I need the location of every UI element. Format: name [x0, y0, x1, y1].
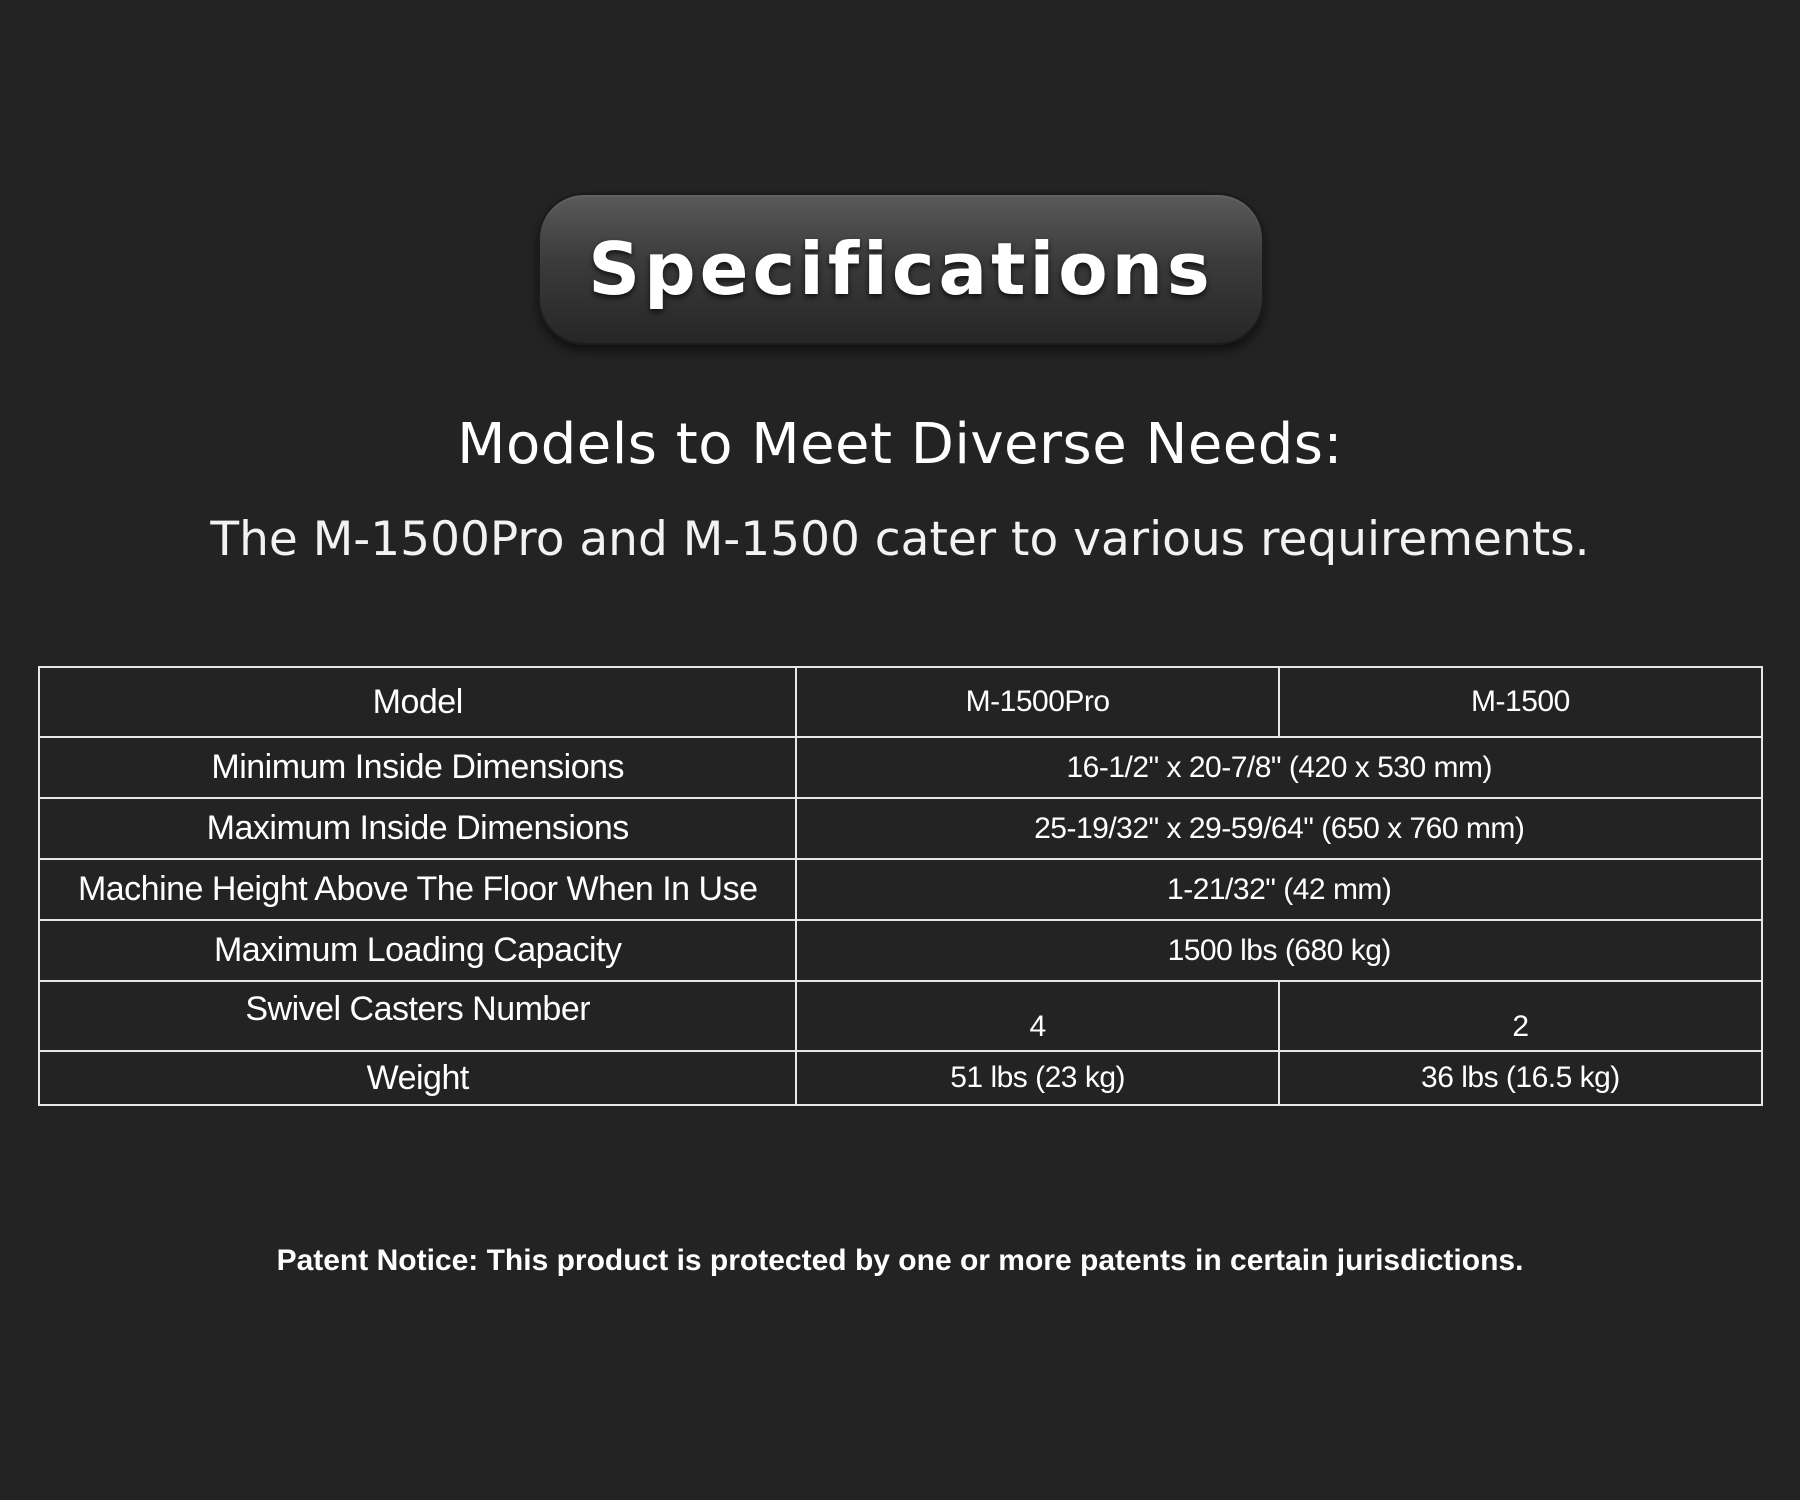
row-label: Maximum Loading Capacity	[39, 920, 796, 981]
specifications-table	[38, 666, 1763, 1106]
row-label: Weight	[39, 1051, 796, 1105]
row-value-m1500: 36 lbs (16.5 kg)	[1279, 1051, 1762, 1105]
table-row	[39, 798, 1762, 859]
section-subtitle: Models to Meet Diverse Needs:	[457, 412, 1343, 477]
header-cell-model: Model	[39, 667, 796, 737]
row-label: Minimum Inside Dimensions	[39, 737, 796, 798]
row-value-m1500pro: 51 lbs (23 kg)	[796, 1051, 1278, 1105]
row-label: Swivel Casters Number	[39, 981, 796, 1051]
row-value: 25-19/32" x 29-59/64" (650 x 760 mm)	[796, 798, 1762, 859]
page-title: Specifications	[588, 227, 1214, 311]
row-value: 16-1/2" x 20-7/8" (420 x 530 mm)	[796, 737, 1762, 798]
patent-notice: Patent Notice: This product is protected by one or more patents in certain jurisdictions.	[276, 1244, 1524, 1277]
table-row	[39, 737, 1762, 798]
table-header-row	[39, 667, 1762, 737]
table-row	[39, 981, 1762, 1051]
row-label: Maximum Inside Dimensions	[39, 798, 796, 859]
section-tagline: The M-1500Pro and M-1500 cater to various requirements.	[210, 512, 1590, 567]
table-row	[39, 920, 1762, 981]
table-row	[39, 859, 1762, 920]
row-value: 1500 lbs (680 kg)	[796, 920, 1762, 981]
specifications-badge	[538, 193, 1264, 345]
header-cell-m1500pro: M-1500Pro	[796, 667, 1278, 737]
row-label: Machine Height Above The Floor When In Use	[39, 859, 796, 920]
table-row	[39, 1051, 1762, 1105]
row-value: 1-21/32" (42 mm)	[796, 859, 1762, 920]
header-cell-m1500: M-1500	[1279, 667, 1762, 737]
row-value-m1500pro: 4	[796, 981, 1278, 1051]
row-value-m1500: 2	[1279, 981, 1762, 1051]
